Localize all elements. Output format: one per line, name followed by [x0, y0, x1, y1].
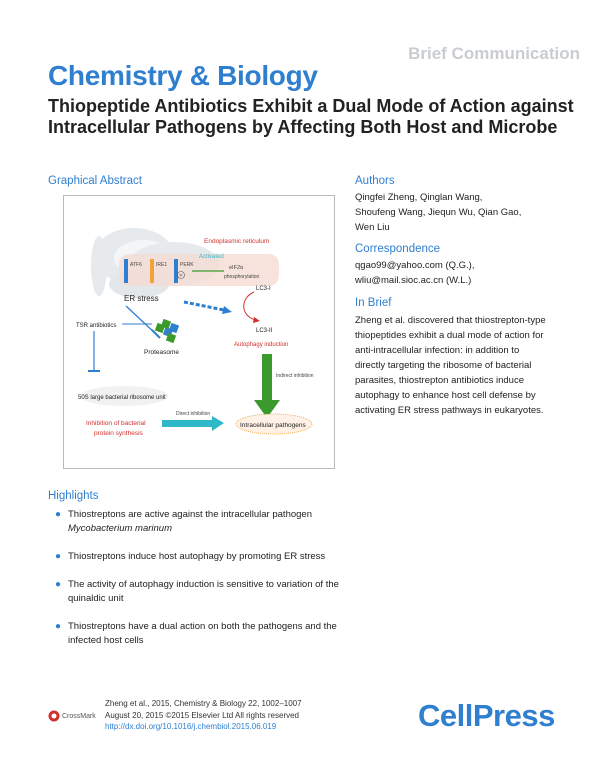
author-line: Wen Liu	[355, 222, 390, 233]
proteasome-shape	[155, 319, 179, 343]
highlight-text: Thiostreptons have a dual action on both the pathogens and the infected host cells	[68, 621, 337, 646]
lc3i-label: LC3-I	[256, 286, 271, 292]
correspondence-email-1[interactable]: qgao99@yahoo.com (Q.G.),	[355, 260, 475, 271]
tsr-label: TSR antibiotics	[76, 323, 117, 329]
svg-text:P: P	[179, 273, 183, 278]
journal-name: Chemistry & Biology	[48, 60, 318, 91]
graphical-abstract-heading: Graphical Abstract	[48, 175, 142, 187]
highlight-item	[48, 508, 358, 536]
ribosome-label: 50S large bacterial ribosome unit	[78, 395, 166, 401]
indirect-label: Indirect inhibition	[276, 373, 314, 379]
er-stress-label: ER stress	[124, 294, 159, 303]
doi-link[interactable]: http://dx.doi.org/10.1016/j.chembiol.2015.06.019	[105, 722, 277, 731]
authors-heading: Authors	[355, 175, 395, 187]
highlight-italic: Mycobacterium marinum	[68, 523, 172, 534]
in-brief-text: Zheng et al. discovered that thiostrepton-type thiopeptides exhibit a dual mode of action for anti-intracellular infection: in addition to directly targeting the ribosome of bacterial parasites, thiostrepton antibiotics induce autophagy to enhance host cell defense by activating ER stress pathways in eukaryotes.	[355, 315, 546, 416]
citation-line: Zheng et al., 2015, Chemistry & Biology 22, 1002–1007	[105, 699, 302, 708]
graphical-abstract-figure	[63, 195, 335, 469]
bullet-icon: ●	[55, 579, 62, 590]
proteasome-label: Proteasome	[144, 349, 180, 356]
perk-label: PERK	[180, 262, 194, 268]
article-title: Thiopeptide Antibiotics Exhibit a Dual Mode of Action against Intracellular Pathogens by Affecting Both Host and Microbe	[48, 96, 574, 137]
inhibition-label-2: protein synthesis	[94, 430, 143, 437]
article-category: Brief Communication	[408, 44, 580, 63]
correspondence-list	[355, 258, 555, 288]
highlight-item	[48, 620, 358, 648]
highlights-list	[48, 508, 358, 662]
highlight-text: Thiostreptons induce host autophagy by promoting ER stress	[68, 551, 326, 562]
citation-block	[105, 698, 302, 733]
autophagy-label: Autophagy induction	[234, 342, 289, 348]
highlight-text: The activity of autophagy induction is sensitive to variation of the quinaldic unit	[68, 579, 339, 604]
ire1-label: IRE1	[156, 262, 168, 268]
eif2a-label: eIF2α	[229, 265, 244, 271]
highlight-item	[48, 550, 358, 564]
correspondence-email-2[interactable]: wliu@mail.sioc.ac.cn (W.L.)	[355, 275, 472, 286]
phosphorylation-label: phosphorylation	[224, 274, 260, 280]
direct-label: Direct inhibition	[176, 411, 211, 417]
author-line: Shoufeng Wang, Jiequn Wu, Qian Gao,	[355, 207, 522, 218]
crossmark-text: CrossMark	[61, 712, 96, 720]
author-line: Qingfei Zheng, Qinglan Wang,	[355, 192, 483, 203]
copyright-line: August 20, 2015 ©2015 Elsevier Ltd All rights reserved	[105, 710, 300, 720]
inhibition-label-1: Inhibition of bacterial	[86, 420, 146, 427]
bullet-icon: ●	[55, 621, 62, 632]
authors-list	[355, 190, 555, 235]
highlights-heading: Highlights	[48, 490, 99, 502]
pathogens-label: Intracellular pathogens	[240, 422, 306, 429]
atf6-label: ATF6	[130, 262, 142, 268]
cellpress-logo: CellPress	[418, 698, 555, 733]
in-brief-heading: In Brief	[355, 297, 392, 309]
lc3ii-label: LC3-II	[256, 328, 273, 334]
bullet-icon: ●	[55, 551, 62, 562]
activated-label: Activated	[199, 254, 224, 260]
er-label: Endoplasmic reticulum	[204, 238, 270, 245]
highlight-text: Thiostreptons are active against the intracellular pathogen	[68, 509, 312, 520]
highlight-item	[48, 578, 358, 606]
correspondence-heading: Correspondence	[355, 243, 441, 255]
crossmark-logo[interactable]	[48, 710, 103, 722]
bullet-icon: ●	[55, 509, 62, 520]
